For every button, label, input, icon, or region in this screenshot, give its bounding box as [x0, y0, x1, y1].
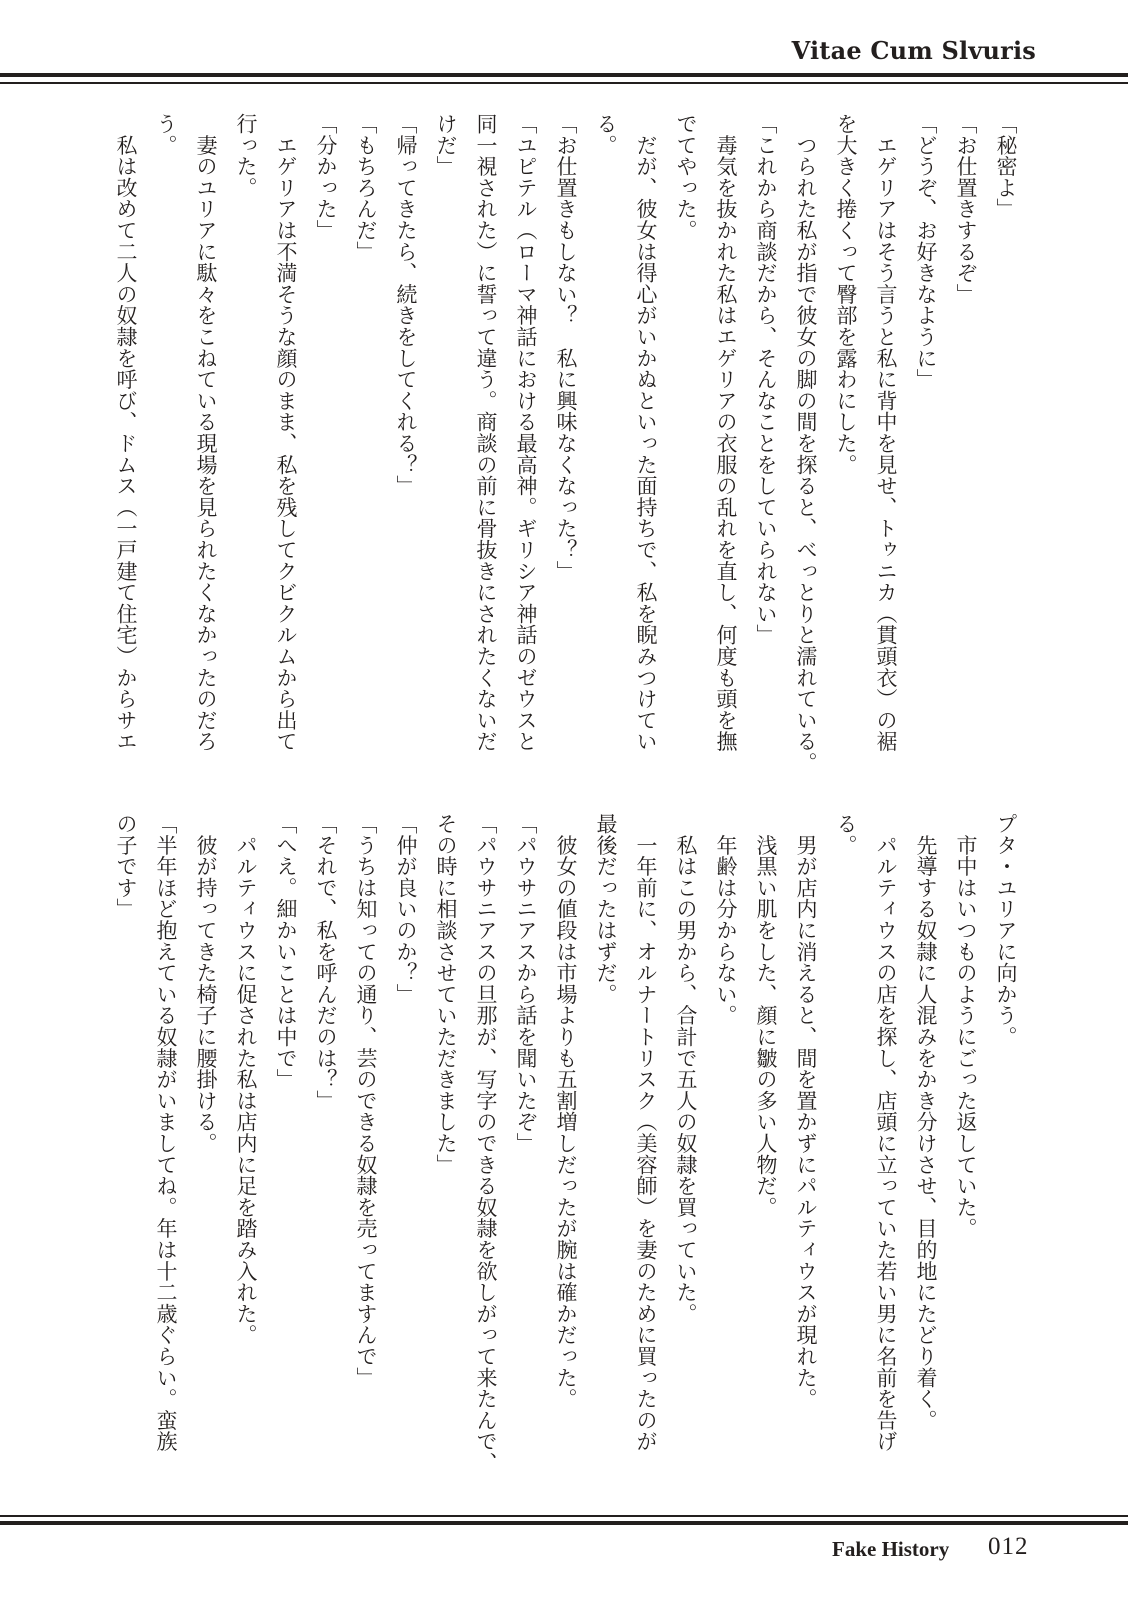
text-line: う。 — [154, 113, 178, 156]
text-line: パルティウスに促された私は店内に足を踏み入れた。 — [234, 813, 258, 1346]
text-line: 「お仕置きもしない？ 私に興味なくなった？」 — [554, 113, 578, 582]
text-line: 「これから商談だから、そんなことをしていられない」 — [754, 113, 778, 646]
text-line: 浅黒い肌をした、顔に皺の多い人物だ。 — [754, 813, 778, 1218]
text-line: 「パウサニアスから話を聞いたぞ」 — [514, 813, 538, 1154]
text-line: 「それで、私を呼んだのは？」 — [314, 813, 338, 1112]
text-line: 彼が持ってきた椅子に腰掛ける。 — [194, 813, 218, 1154]
text-line: エゲリアはそう言うと私に背中を見せ、トゥニカ（貫頭衣）の裾 — [874, 113, 898, 752]
text-line: 「ユピテル（ローマ神話における最高神。ギリシア神話のゼウスと — [514, 113, 538, 752]
header-title: Vitae Cum Slvuris — [791, 36, 1036, 65]
text-line: 「どうぞ、お好きなように」 — [914, 113, 938, 390]
text-line: エゲリアは不満そうな顔のまま、私を残してクビクルムから出て — [274, 113, 298, 752]
text-line: る。 — [594, 113, 618, 156]
text-line: 「もちろんだ」 — [354, 113, 378, 263]
body-text-bottom-block — [106, 813, 1026, 1474]
text-line: 「うちは知っての通り、芸のできる奴隷を売ってますんで」 — [354, 813, 378, 1389]
footer-rule-thin — [0, 1515, 1128, 1517]
text-line: 「秘密よ」 — [994, 113, 1018, 220]
header-rule-thin — [0, 82, 1128, 84]
text-line: 年齢は分からない。 — [714, 813, 738, 1026]
page-number: 012 — [988, 1533, 1029, 1560]
text-line: 私はこの男から、合計で五人の奴隷を買っていた。 — [674, 813, 698, 1325]
text-line: 私は改めて二人の奴隷を呼び、ドムス（一戸建て住宅）からサエ — [114, 113, 138, 752]
text-line: 同一視された）に誓って違う。商談の前に骨抜きにされたくないだ — [474, 113, 498, 752]
text-line: を大きく捲くって臀部を露わにした。 — [834, 113, 858, 476]
footer-title: Fake History — [832, 1537, 950, 1561]
text-line: だが、彼女は得心がいかぬといった面持ちで、私を睨みつけてい — [634, 113, 658, 752]
text-line: 先導する奴隷に人混みをかき分けさせ、目的地にたどり着く。 — [914, 813, 938, 1431]
text-line: 男が店内に消えると、間を置かずにパルティウスが現れた。 — [794, 813, 818, 1410]
text-line: 彼女の値段は市場よりも五割増しだったが腕は確かだった。 — [554, 813, 578, 1410]
body-text-top-block — [106, 113, 1026, 774]
text-line: る。 — [834, 813, 858, 856]
text-line: 妻のユリアに駄々をこねている現場を見られたくなかったのだろ — [194, 113, 218, 752]
text-line: 「へえ。細かいことは中で」 — [274, 813, 298, 1090]
text-line: 「半年ほど抱えている奴隷がいましてね。年は十二歳ぐらい。蛮族 — [154, 813, 178, 1452]
text-line: 一年前に、オルナートリスク（美容師）を妻のために買ったのが — [634, 813, 658, 1452]
header-rule-thick — [0, 73, 1128, 77]
text-line: 「お仕置きするぞ」 — [954, 113, 978, 305]
text-line: 「分かった」 — [314, 113, 338, 241]
text-line: パルティウスの店を探し、店頭に立っていた若い男に名前を告げ — [874, 813, 898, 1452]
text-line: 行った。 — [234, 113, 258, 199]
text-line: 毒気を抜かれた私はエゲリアの衣服の乱れを直し、何度も頭を撫 — [714, 113, 738, 752]
text-line: その時に相談させていただきました」 — [434, 813, 458, 1176]
text-line: 「帰ってきたら、続きをしてくれる？」 — [394, 113, 418, 497]
text-line: の子です」 — [114, 813, 138, 920]
text-line: 最後だったはずだ。 — [594, 813, 618, 1005]
text-line: プタ・ユリアに向かう。 — [994, 813, 1018, 1048]
text-line: 「パウサニアスの旦那が、写字のできる奴隷を欲しがって来たんで、 — [474, 813, 498, 1474]
text-line: でてやった。 — [674, 113, 698, 241]
text-line: 市中はいつものようにごった返していた。 — [954, 813, 978, 1239]
text-line: けだ」 — [434, 113, 458, 177]
text-line: つられた私が指で彼女の脚の間を探ると、べっとりと濡れている。 — [794, 113, 818, 774]
footer-rule-thick — [0, 1521, 1128, 1525]
text-line: 「仲が良いのか？」 — [394, 813, 418, 1005]
